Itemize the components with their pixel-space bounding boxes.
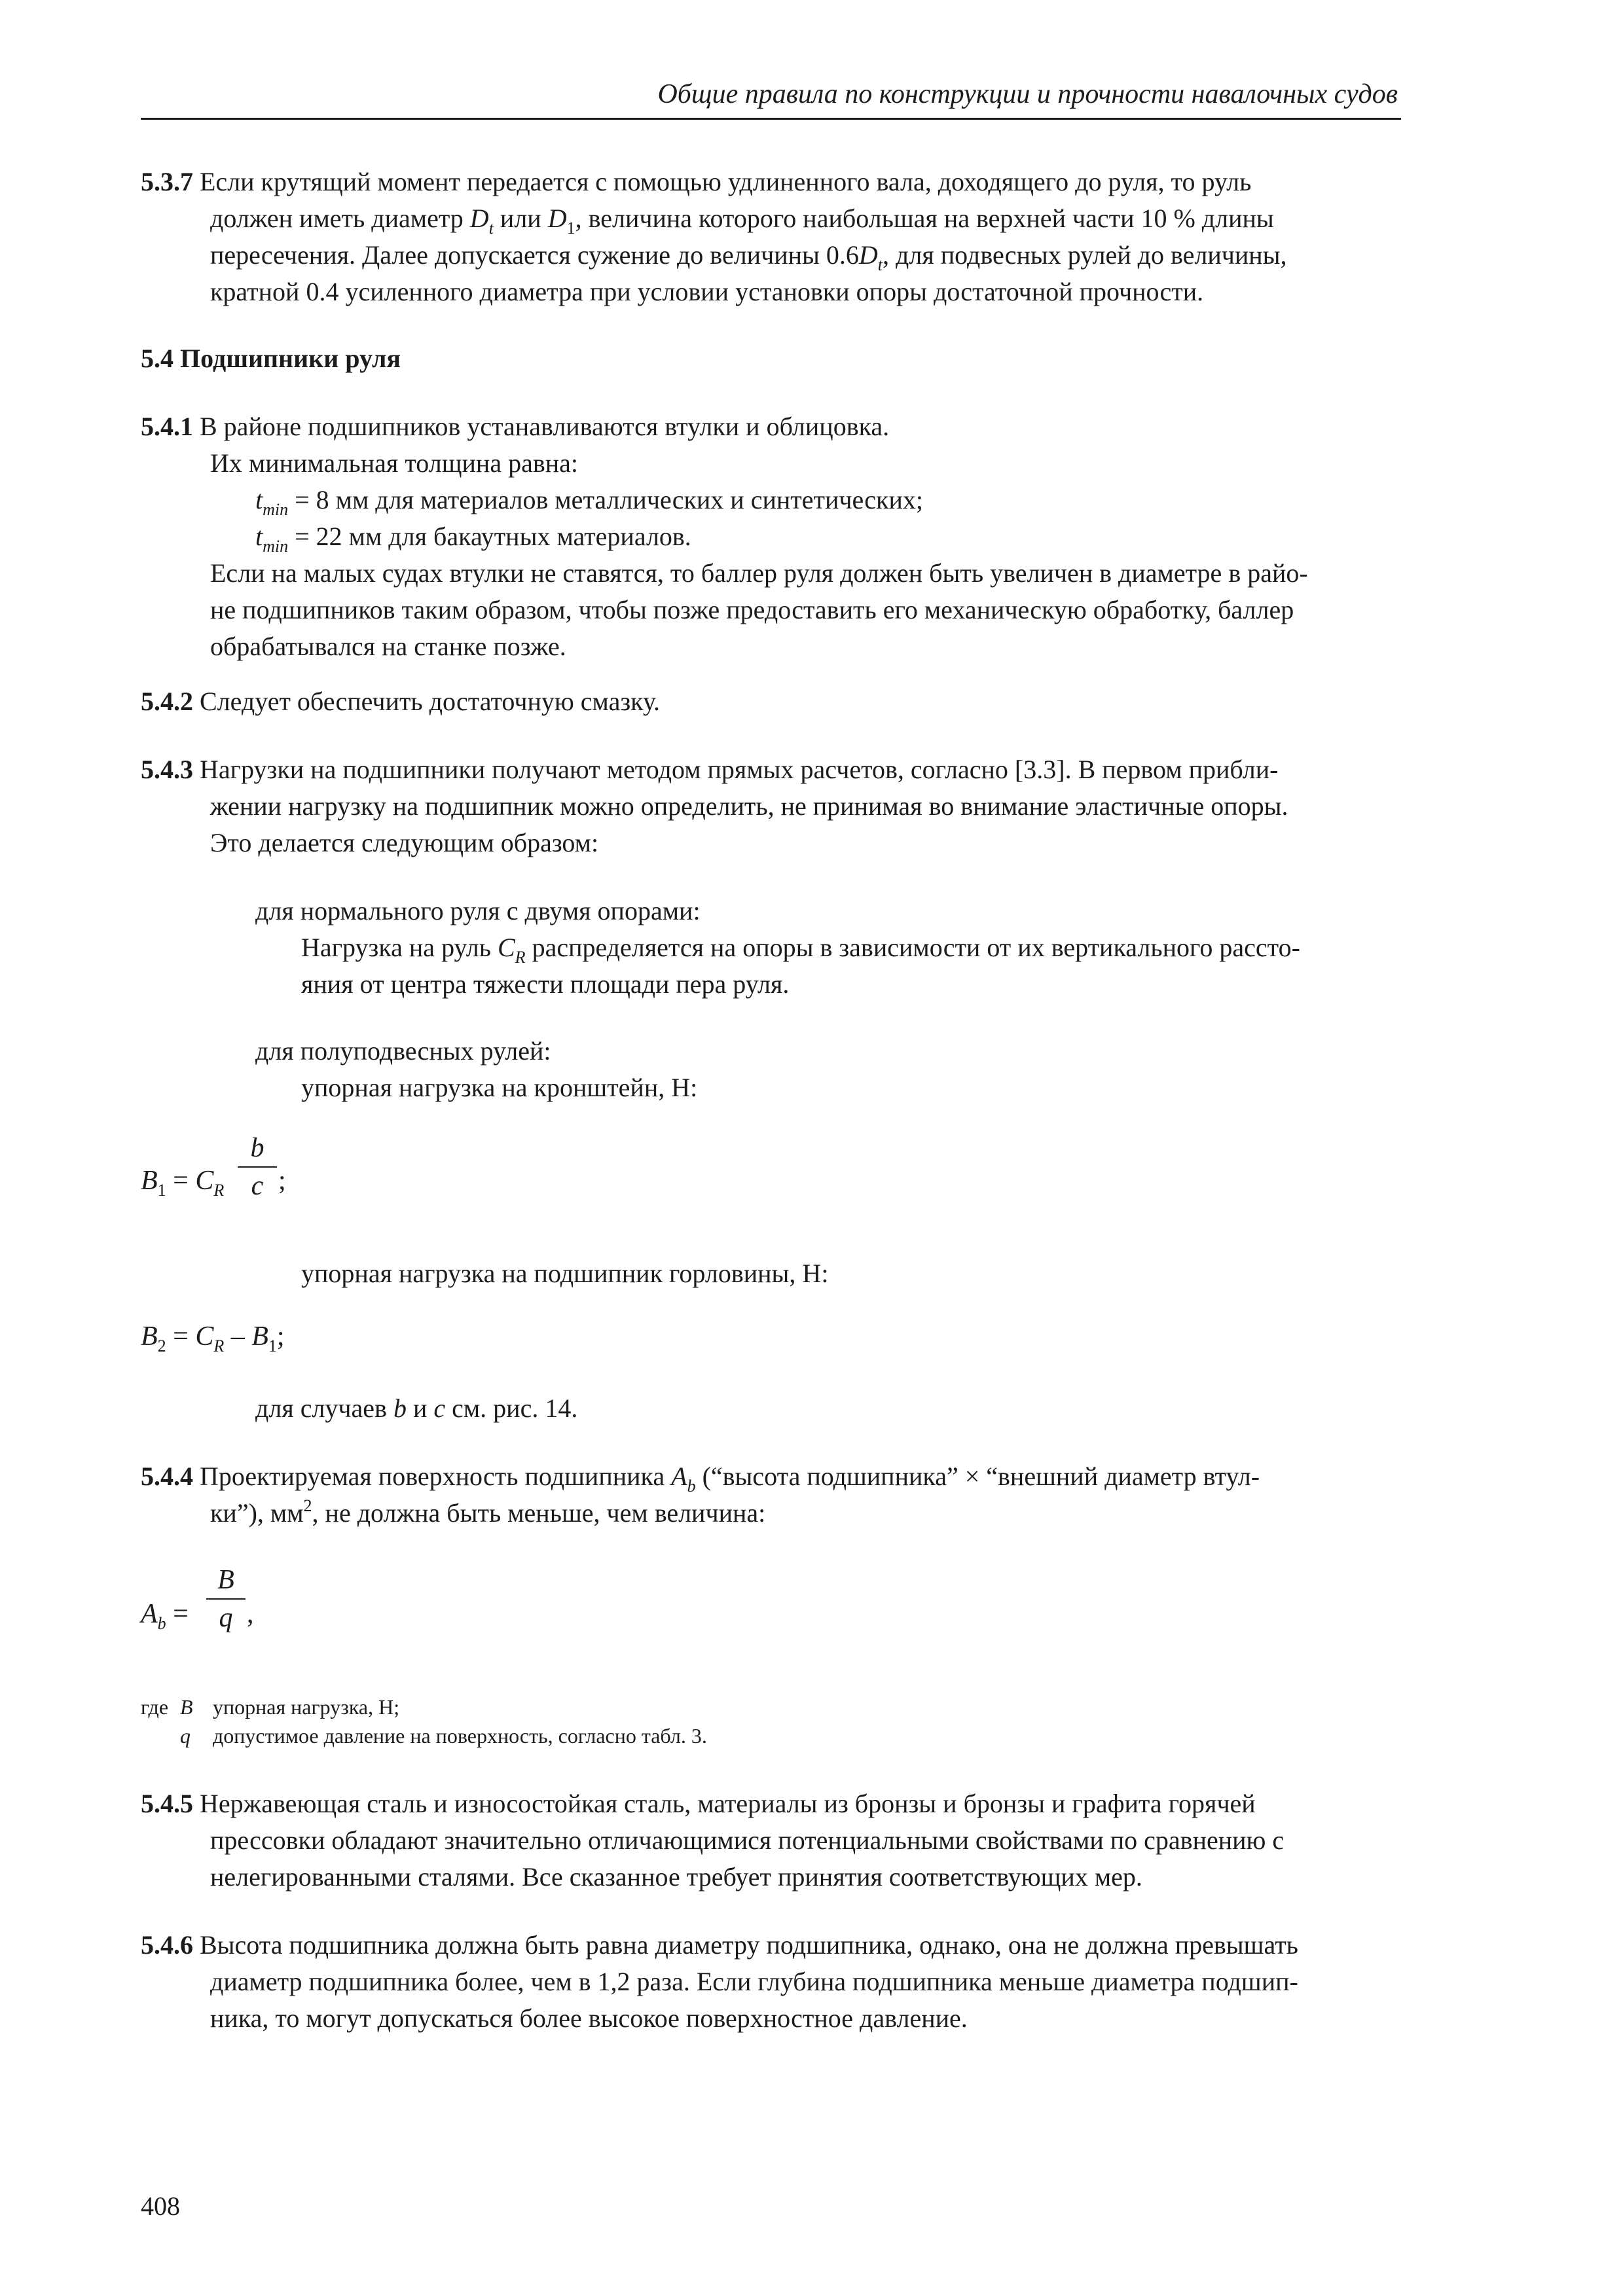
header-rule	[141, 118, 1401, 120]
paragraph-5-3-7: 5.3.7 Если крутящий момент передается с помощью удлиненного вала, доходящего до руля, то руль должен иметь диаметр $D_t$ или $D_1$, величина которого наибольшая на верхней части 10 % длины пересечения. Далее допускается сужение до величины $0.6D_t$, для подвесных рулей до величины, кратной 0.4 усиленного диаметра при условии установки опоры достаточной прочности.	[141, 167, 1287, 306]
fraction-b-over-q: B q	[206, 1564, 246, 1634]
paragraph-5-4-1: 5.4.1 В районе подшипников устанавливаются втулки и облицовка. Их минимальная толщина равна: $t_{min} = 8$ мм для материалов металлических и синтетических; $t_{min} = 22$ мм для бакаутных материалов. Если на малых судах втулки не ставятся, то баллер руля должен быть увеличен в диаметре в райо- не подшипников таким образом, чтобы позже предоставить его механическую обработку, баллер обрабатывался на станке позже.	[141, 412, 1308, 661]
paragraph-5-4-6: 5.4.6 Высота подшипника должна быть равна диаметру подшипника, однако, она не должна превышать диаметр подшипника более, чем в 1,2 раза. Если глубина подшипника меньше диаметра подшип- ника, то могут допускаться более высокое поверхностное давление.	[141, 1930, 1298, 2033]
section-heading: 5.4 Подшипники руля	[141, 344, 401, 373]
cases-note: для случаев b и c см. рис. 14.	[255, 1393, 578, 1423]
formula-b2: $B_2 = C_R - B_1$;	[141, 1321, 285, 1355]
semi-spade-block: для полуподвесных рулей: упорная нагрузка на кронштейн, Н:	[255, 1036, 698, 1102]
where-legend	[141, 1693, 1057, 1750]
paragraph-5-4-5: 5.4.5 Нержавеющая сталь и износостойкая сталь, материалы из бронзы и бронзы и графита горячей прессовки обладают значительно отличающимися потенциальными свойствами по сравнению с нелегированными сталями. Все сказанное требует принятия соответствующих мер.	[141, 1789, 1285, 1892]
paragraph-5-4-3: 5.4.3 Нагрузки на подшипники получают методом прямых расчетов, согласно [3.3]. В первом прибли- жении нагрузку на подшипник можно определить, не принимая во внимание эластичные опоры. Это делается следующим образом:	[141, 755, 1288, 857]
formula-ab: $A_b$ = B q ,	[141, 1565, 254, 1633]
where-row-q: q допустимое давление на поверхность, согласно табл. 3.	[180, 1724, 707, 1748]
paragraph-5-4-4: 5.4.4 Проектируемая поверхность подшипника $A_b$ (“высота подшипника” × “внешний диаметр втул- ки”), $мм^2$, не должна быть меньше, чем величина:	[141, 1462, 1260, 1528]
where-row-b: где B упорная нагрузка, Н;	[141, 1695, 400, 1719]
formula-b1: $B_1 = C_R$ b c ;	[141, 1133, 286, 1201]
clause-number: 5.3.7	[141, 167, 193, 196]
paragraph-5-4-2: 5.4.2 Следует обеспечить достаточную смазку.	[141, 687, 660, 716]
fraction-b-over-c: b c	[238, 1132, 277, 1202]
running-header: Общие правила по конструкции и прочности навалочных судов	[657, 79, 1398, 109]
normal-rudder-block: для нормального руля с двумя опорами: Нагрузка на руль $C_R$ распределяется на опоры в зависимости от их вертикального рассто- яния от центра тяжести площади пера руля.	[255, 896, 1300, 999]
page-number: 408	[141, 2191, 180, 2221]
thrust-throat-label: упорная нагрузка на подшипник горловины, Н:	[301, 1259, 829, 1288]
